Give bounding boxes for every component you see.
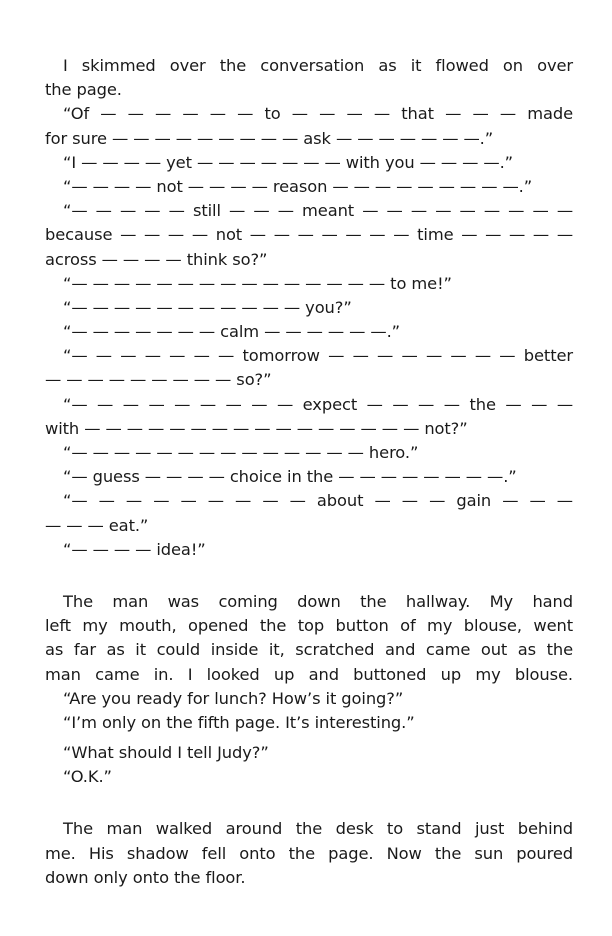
text-line: “Of — — — — — — to — — — — that — — — made <box>63 104 573 124</box>
text-line: me. His shadow fell onto the page. Now the sun poured <box>45 843 573 863</box>
text-line: “— — — — not — — — — reason — — — — — — — — —.” <box>63 176 533 196</box>
text-line: — — — eat.” <box>45 515 149 535</box>
text-line: man came in. I looked up and buttoned up my blouse. <box>45 664 573 684</box>
text-line: “Are you ready for lunch? How’s it going?” <box>63 688 404 708</box>
text-line: “— — — — — — — calm — — — — — —.” <box>63 322 400 342</box>
text-line: “— — — — — — — — — expect — — — — the — — — <box>63 394 573 414</box>
text-line: the page. <box>45 80 122 100</box>
paragraph-gap <box>45 789 573 817</box>
text-line: down only onto the floor. <box>45 867 246 887</box>
text-line: as far as it could inside it, scratched and came out as the <box>45 640 573 660</box>
paragraph-gap <box>45 562 573 590</box>
text-line: left my mouth, opened the top button of my blouse, went <box>45 616 573 636</box>
text-line: “O.K.” <box>63 767 112 787</box>
text-line: “I’m only on the fifth page. It’s interesting.” <box>63 712 415 732</box>
text-line: “— — — — idea!” <box>63 539 206 559</box>
text-line: for sure — — — — — — — — — ask — — — — — — —.” <box>45 128 494 148</box>
text-line: “— guess — — — — choice in the — — — — — — — —.” <box>63 467 517 487</box>
text-line: “— — — — — — — — — — — — — — hero.” <box>63 443 419 462</box>
text-line: across — — — — think so?” <box>45 249 268 269</box>
text-line: “I — — — — yet — — — — — — — with you — — — —.” <box>63 152 514 172</box>
text-line: “— — — — — — — tomorrow — — — — — — — — better <box>63 346 573 366</box>
text-line: “What should I tell Judy?” <box>63 743 269 763</box>
text-line: “— — — — — — — — — — — — — — — to me!” <box>63 273 452 293</box>
text-line: — — — — — — — — — so?” <box>45 370 272 390</box>
document-page <box>45 54 573 890</box>
text-line: “— — — — — — — — — — — you?” <box>63 297 352 317</box>
text-line: “— — — — — — — — — about — — — gain — — — <box>63 491 573 511</box>
text-line: “— — — — — still — — — meant — — — — — — — — — <box>63 201 573 221</box>
text-line: because — — — — not — — — — — — — time — — — — — <box>45 225 573 245</box>
text-line: The man walked around the desk to stand just behind <box>63 819 573 839</box>
text-line: with — — — — — — — — — — — — — — — — not?” <box>45 418 468 438</box>
text-line: The man was coming down the hallway. My hand <box>63 591 573 611</box>
text-line: I skimmed over the conversation as it flowed on over <box>63 56 573 75</box>
